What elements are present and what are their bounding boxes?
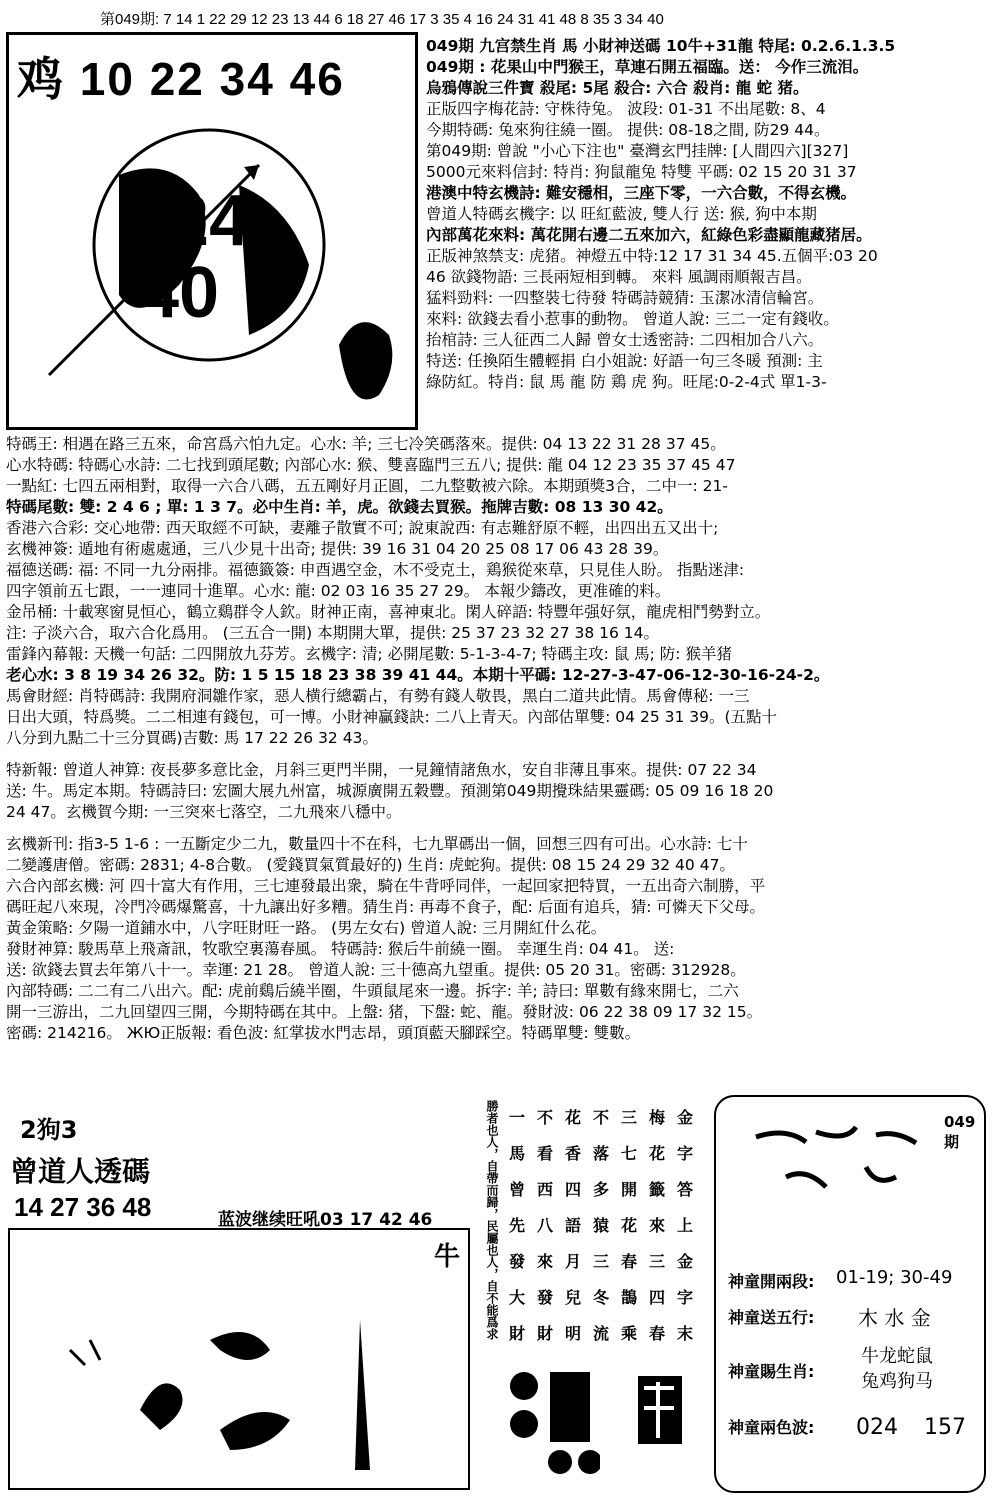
brush-illustration (10, 1230, 468, 1488)
ox-image-box (8, 1228, 470, 1490)
text-line: 二變護唐僧。密碼: 2831; 4-8合數。 (愛錢買氣質最好的) 生肖: 虎蛇狗。提供: 08 15 24 29 32 40 47。 (6, 856, 735, 874)
text-line: 發財神算: 駿馬草上飛斎訊，牧歌空裏蕩春風。 特碼詩: 猴后牛前繞一圈。 幸運生肖: 04 41。 送: (6, 940, 675, 958)
bottom-title: 曾道人透碼 (10, 1155, 151, 1188)
text-line: 今期特碼: 兔來狗往繞一圈。 提供: 08-18之間, 防29 44。 (426, 121, 830, 139)
panel-zodiac-value-1: 牛龙蛇鼠 (861, 1346, 933, 1367)
text-line: 猛料勁料: 一四整裝七待發 特碼詩競猜: 玉潔冰清信輪宮。 (426, 289, 824, 307)
panel-open-label: 神童開兩段: (728, 1272, 815, 1291)
text-line: 注: 子淡六合，取六合化爲用。 (三五合一開) 本期開大單，提供: 25 37 23 32 27 38 16 14。 (6, 624, 660, 642)
panel-elements-label: 神童送五行: (728, 1308, 815, 1327)
panel-issue: 049期 (944, 1113, 976, 1151)
grid-column: 一 馬 曾 先 發 大 財 (508, 1108, 525, 1343)
text-line: 送: 欲錢去買去年第八十一。幸運: 21 28。 曾道人說: 三十德高九望重。提供: 05 20 31。密碼: 312928。 (6, 961, 746, 979)
text-line: 密碼: 214216。 ЖЮ正版報: 看色波: 紅掌拔水門志昂，頭頂藍天腳踩空。特碼單雙: 雙數。 (6, 1024, 641, 1042)
featured-numbers: 鸡 10 22 34 46 (17, 53, 345, 105)
text-line: 老心水: 3 8 19 34 26 32。防: 1 5 15 18 23 38 39 41 44。本期十平碼: 12-27-3-47-06-12-30-16-24-2。 (6, 666, 830, 684)
lottery-image-box (6, 32, 418, 430)
text-line: 來料: 欲錢去看小惹事的動物。 曾道人說: 三二一定有錢收。 (426, 310, 839, 328)
center-digits: 324 40 (129, 181, 250, 333)
text-line: 香港六合彩: 交心地帶: 西天取經不可缺，妻離子散實不可; 說東說西: 有志難舒原不輕，出四出五又出十; (6, 519, 719, 537)
text-line: 第049期: 曾說 "小心下注也" 臺灣玄門挂牌: [人間四六][327] (426, 142, 849, 160)
text-line: 黃金策略: 夕陽一道鋪水中，八字旺財旺一路。 (男左女右) 曾道人說: 三月開紅什么花。 (6, 919, 607, 937)
text-line: 心水特碼: 特碼心水詩: 二七找到頭尾數; 內部心水: 猴、雙喜臨門三五八; 提供: 龍 04 12 23 35 37 45 47 (6, 456, 736, 474)
grid-column: 不 落 多 猿 三 冬 流 (592, 1108, 609, 1343)
seal-decoration (500, 1362, 600, 1482)
vertical-note: 勝者也人，自帶而歸，民屬也人，自不能爲求 (485, 1100, 499, 1340)
wave-line: 蓝波继续旺吼03 17 42 46 (218, 1210, 433, 1230)
text-line: 特碼王: 相遇在路三五來，命宮爲六怕九定。心水: 羊; 三七冷笑碼落來。提供: 04 13 22 31 28 37 45。 (6, 435, 726, 453)
draw-numbers-line: 第049期: 7 14 1 22 29 12 23 13 44 6 18 27 46 17 3 35 4 16 24 31 41 48 8 35 3 34 40 (100, 11, 664, 28)
bottom-top-label: 2狗3 (20, 1116, 78, 1144)
text-line: 內部萬花來料: 萬花開右邊二五來加六，紅綠色彩盡顯龍藏猪居。 (426, 226, 872, 244)
text-line: 玄機新刊: 指3-5 1-6 : 一五斷定少二九，數量四十不在科，七九單碼出一個，回想三四有可出。心水詩: 七十 (6, 835, 748, 853)
text-line: 日出大頭，特爲獎。二二相連有錢包，可一博。小財神贏錢訣: 二八上青天。內部估單雙: 04 25 31 39。(五點十 (6, 708, 778, 726)
panel-color-value-2: 157 (924, 1415, 966, 1440)
text-line: 特碼尾數: 雙: 2 4 6 ; 單: 1 3 7。必中生肖: 羊，虎。欲錢去買猴。拖牌吉數: 08 13 30 42。 (6, 498, 673, 516)
text-line: 曾道人特碼玄機字: 以 旺紅藍波, 雙人行 送: 猴, 狗中本期 (426, 205, 817, 223)
text-line: 正版四字梅花詩: 守株待兔。 波段: 01-31 不出尾數: 8、4 (426, 100, 826, 118)
text-line: 內部特碼: 二二有二八出六。配: 虎前鷄后繞半圈，牛頭鼠尾來一邊。拆字: 羊; 詩曰: 單數有緣來開七，二六 (6, 982, 739, 1000)
text-line: 特送: 任換陌生體輕捐 白小姐說: 好語一句三冬暖 預測: 主 (426, 352, 823, 370)
text-line: 正版神煞禁支: 虎猪。神燈五中特:12 17 31 34 45.五個平:03 20 (426, 247, 878, 265)
grid-column: 三 七 開 花 春 鵲 乘 (620, 1108, 637, 1343)
panel-zodiac-label: 神童賜生肖: (728, 1362, 815, 1381)
text-line: 雷鋒內幕報: 天機一句話: 二四開放九芬芳。玄機字: 清; 必開尾數: 5-1-3-4-7; 特碼主攻: 鼠 馬; 防: 猴羊猪 (6, 645, 732, 663)
panel-color-label: 神童兩色波: (728, 1418, 815, 1437)
text-line: 碼旺起八來現，冷門冷碼爆驚喜，十九讓出好多糟。猜生肖: 再毒不食子，配: 后面有追兵，猜: 可憐天下父母。 (6, 898, 765, 916)
text-line: 八分到九點二十三分買碼)吉數: 馬 17 22 26 32 43。 (6, 729, 378, 747)
text-line: 一點紅: 七四五兩相對，取得一六合八碼，五五剛好月正圓，二九整數被六除。本期頭獎3合，二中一: 21- (6, 477, 728, 495)
panel-zodiac-value-2: 兔鸡狗马 (861, 1371, 933, 1392)
text-line: 46 欲錢物語: 三長兩短相到轉。 來料 風調雨順報吉昌。 (426, 268, 812, 286)
text-line: 049期 : 花果山中門猴王，草連石開五福臨。送： 今作三流泪。 (426, 58, 869, 76)
grid-column: 花 香 四 語 月 兒 明 (564, 1108, 581, 1343)
ox-character: 牛 (434, 1242, 461, 1272)
text-line: 烏鴉傳說三件寶 殺尾: 5尾 殺合: 六合 殺肖: 龍 蛇 猪。 (426, 79, 809, 97)
text-line: 送: 牛。馬定本期。特碼詩曰: 宏圖大展九州富，城源廣開五穀豐。預測第049期攪珠結果靈碼: 05 09 16 18 20 (6, 782, 774, 800)
grid-column: 金 字 答 上 金 字 末 (676, 1108, 693, 1343)
text-line: 綠防紅。特肖: 鼠 馬 龍 防 鶏 虎 狗。旺尾:0-2-4式 單1-3- (426, 373, 827, 391)
text-line: 福德送碼: 福: 不同一九分兩排。福德籤簽: 申酉遇空金，木不受克土，鶏猴從來草，只見佳人盼。 指點迷津: (6, 561, 745, 579)
panel-elements-value: 木 水 金 (858, 1306, 931, 1330)
text-line: 馬會財經: 肖特碼詩: 我開府洞雛作家，惡人横行總霸占，有勢有錢人敬畏，黑白二道共此情。馬會傳秘: 一三 (6, 687, 750, 705)
text-line: 抬棺詩: 三人征西二人歸 曾女士透密詩: 二四相加合八六。 (426, 331, 824, 349)
grid-column: 梅 花 籤 來 三 四 春 (648, 1108, 665, 1343)
text-line: 開一三游出，二九回望四三開，今期特碼在其中。上盤: 猪，下盤: 蛇、龍。發財波: 06 22 38 09 17 32 15。 (6, 1003, 763, 1021)
grid-column: 不 看 西 八 來 發 財 (536, 1108, 553, 1343)
text-line: 金吊桶: 十載寒窗見恒心，鶴立鷄群令人欽。財神正南，喜神東北。閑人碎語: 特豐年强好氛，龍虎相鬥勢對立。 (6, 603, 771, 621)
text-line: 四字領前五七跟，一一連同十進單。心水: 龍: 02 03 16 35 27 29。 本報少鑄改，更准確的料。 (6, 582, 671, 600)
panel-color-value-1: 024 (856, 1415, 898, 1440)
text-line: 特新報: 曾道人神算: 夜長夢多意比金，月斜三更門半開，一見鐘情諸魚水，安自非薄且事來。提供: 07 22 34 (6, 761, 757, 779)
brush-script-illustration (746, 1117, 946, 1207)
text-line: 5000元來料信封: 特肖: 狗鼠龍兔 特雙 平碼: 02 15 20 31 37 (426, 163, 857, 181)
calligraphy-decoration (630, 1368, 700, 1458)
bottom-numbers: 14 27 36 48 (14, 1192, 152, 1222)
text-line: 玄機神簽: 遁地有術處處通，三八少見十出奇; 提供: 39 16 31 04 20 25 08 17 06 43 28 39。 (6, 540, 669, 558)
text-line: 六合內部玄機: 河 四十富大有作用，三七連發最出衆，騎在牛背呼同伴，一起回家把特買，一五出奇六制勝，平 (6, 877, 766, 895)
panel-open-value: 01-19; 30-49 (836, 1267, 953, 1288)
text-line: 24 47。玄機賀今期: 一三突來七落空，二九飛來八穩中。 (6, 803, 402, 821)
text-line: 港澳中特玄機詩: 難安穩相，三座下零，一六合數，不得玄機。 (426, 184, 857, 202)
divine-child-panel (714, 1095, 986, 1493)
text-line: 049期 九宫禁生肖 馬 小財神送碼 10牛+31龍 特尾: 0.2.6.1.3.5 (426, 37, 896, 55)
